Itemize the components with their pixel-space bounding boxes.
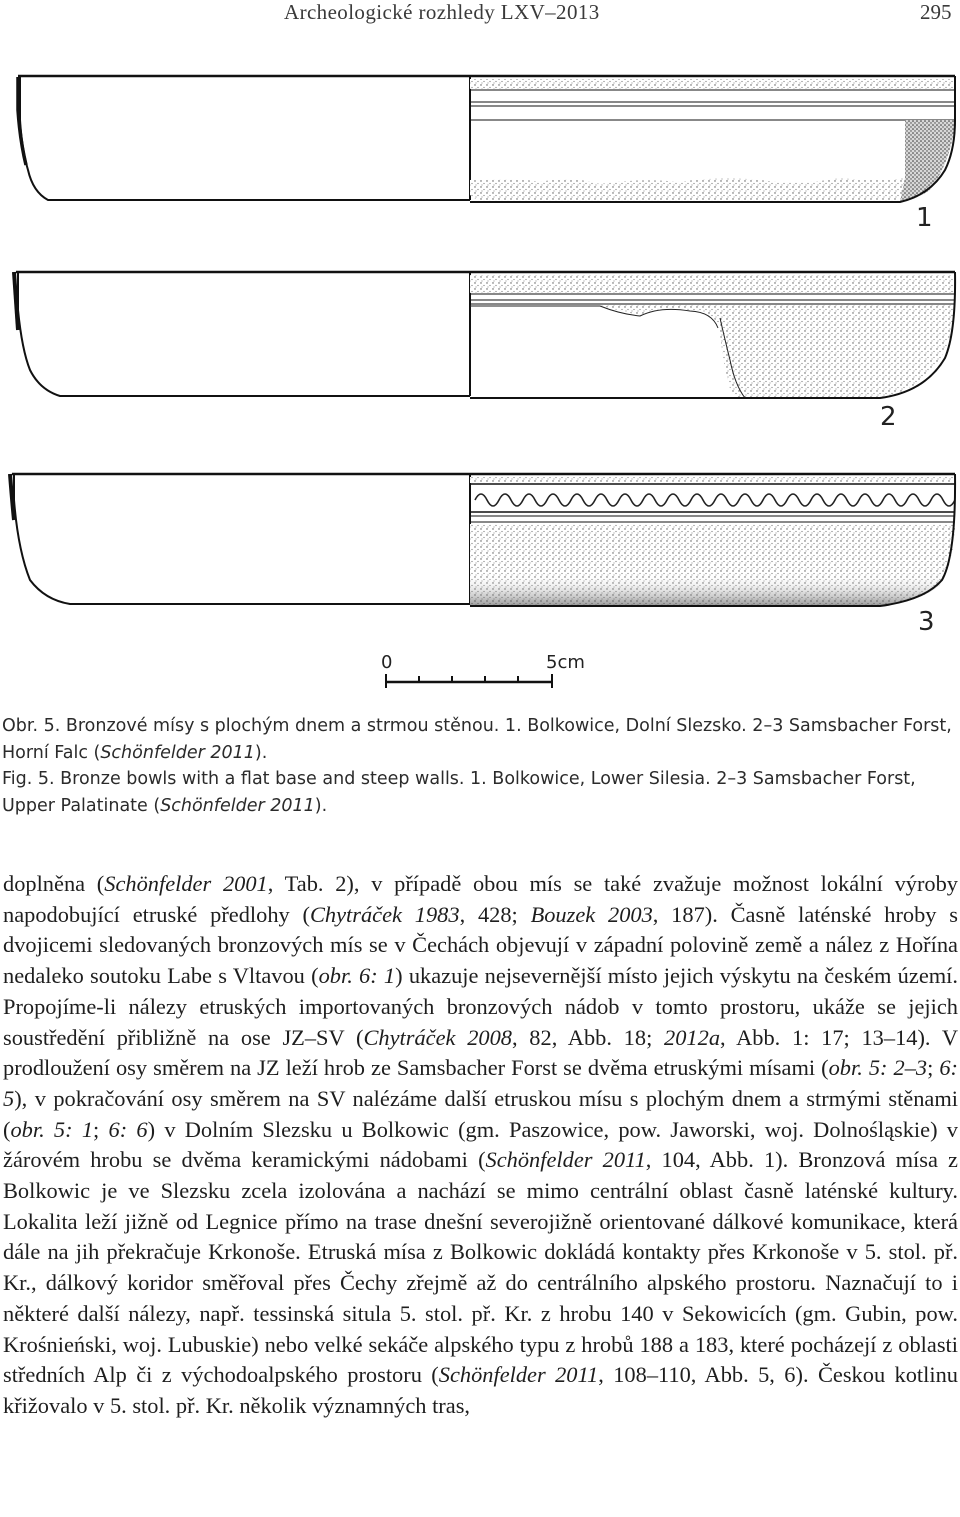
text-run: , Abb. 1: 17; 13–14). V prodloužení osy směrem na JZ leží hrob ze Samsbacher Forst se dvěma etruskými mísami (	[3, 1024, 959, 1081]
bowl-2-drawing	[14, 272, 955, 432]
text-run: ;	[927, 1055, 940, 1081]
caption-czech-citation: Schönfelder 2011	[100, 742, 255, 763]
text-run: ) v Dolním Slezsku u Bolkowic (gm. Paszowice, pow. Jaworski, woj. Dolnośląskie) v žárovém hrobu se dvěma keramickými nádobami (	[3, 1116, 958, 1173]
caption-czech-text: Obr. 5. Bronzové mísy s plochým dnem a strmou stěnou. 1. Bolkowice, Dolní Slezsko. 2–3 Samsbacher Forst, Horní Falc (	[2, 716, 952, 763]
journal-title: Archeologické rozhledy LXV–2013	[284, 0, 600, 24]
bowl-drawings-figure	[0, 60, 960, 700]
bowl-3-drawing	[10, 474, 955, 637]
text-run: ;	[93, 1116, 109, 1142]
text-run: doplněna (	[3, 871, 105, 896]
running-header	[0, 0, 960, 30]
caption-english-citation: Schönfelder 2011	[160, 795, 315, 816]
panel-number-2: 2	[880, 402, 897, 432]
page-number: 295	[920, 0, 952, 24]
figure-reference: obr. 6: 1	[318, 963, 396, 989]
figure-reference: 6: 6	[108, 1116, 148, 1142]
citation: Schönfelder 2011	[485, 1147, 646, 1173]
figure-reference: obr. 5: 2–3	[828, 1055, 928, 1081]
bowl-1-drawing	[18, 76, 955, 233]
text-run: ) ukazuje nejsevernější místo jejich výskytu na českém území. Propojíme-li nálezy etruských importovaných bronzových nádob v tomto prostoru, ukáže se jejich soustředění přibližně na ose JZ–SV (	[3, 963, 958, 1050]
scale-start-label: 0	[381, 652, 393, 673]
text-run: , Tab. 2), v případě obou mís se také zvažuje možnost lokální výroby napodobující etruské předlohy (	[3, 871, 959, 927]
panel-number-1: 1	[916, 203, 933, 233]
citation: Schönfelder 2011	[438, 1362, 599, 1388]
bowl-drawings	[0, 60, 960, 700]
citation: Schönfelder 2001	[104, 871, 268, 896]
figure-caption	[2, 713, 960, 819]
text-run: , 187). Časně laténské hroby s dvojicemi sledovaných bronzových mís se v Čechách objevují v západní polovině země a nález z Hořína nedaleko soutoku Labe s Vltavou (	[3, 901, 959, 989]
citation: 2012a	[664, 1024, 721, 1050]
text-run: , 104, Abb. 1). Bronzová mísa z Bolkowic je ve Slezsku zcela izolována a nachází se mimo centrální oblast časně laténské kultury. Lokalita leží jižně od Legnice přímo na trase dnešní severojižně orientované dálkové komunikace, která dále na jih překračuje Krkonoše. Etruská mísa z Bolkowic dokládá kontakty přes Krkonoše v 5. stol. př. Kr., dálkový koridor směřoval přes Čechy zřejmě až do centrálního alpského prostoru. Naznačují to i některé další nálezy, např. tessinská situla 5. stol. př. Kr. z hrobu 140 v Sekowicích (gm. Gubin, pow. Krośnieński, woj. Lubuskie) nebo velké sekáče alpského typu z hrobů 188 a 183, které pocházejí z oblasti středních Alp či z východoalpského prostoru (	[3, 1147, 958, 1388]
caption-english-end: ).	[314, 795, 328, 816]
text-run: , 428;	[459, 901, 531, 927]
caption-english-text: Fig. 5. Bronze bowls with a flat base and steep walls. 1. Bolkowice, Lower Silesia. 2–3 Samsbacher Forst, Upper Palatinate (	[2, 769, 916, 816]
text-run: , 82, Abb. 18;	[511, 1024, 665, 1050]
scale-bar	[381, 652, 585, 688]
figure-reference: obr. 5: 1	[10, 1116, 94, 1142]
panel-number-3: 3	[918, 607, 935, 637]
body-paragraph	[3, 869, 958, 1422]
scale-end-label: 5cm	[546, 652, 585, 673]
citation: Chytráček 1983	[309, 901, 460, 927]
caption-english	[2, 766, 960, 819]
citation: Bouzek 2003	[530, 901, 653, 927]
figure-reference: 6: 5	[3, 1055, 958, 1111]
caption-czech	[2, 713, 960, 766]
caption-czech-end: ).	[254, 742, 268, 763]
text-run: ), v pokračování osy směrem na SV nalézáme další etruskou mísu s plochým dnem a strmými stěnami (	[3, 1085, 958, 1142]
paragraph-text	[3, 869, 958, 1422]
citation: Chytráček 2008	[363, 1024, 512, 1050]
text-run: , 108–110, Abb. 5, 6). Českou kotlinu křižovalo v 5. stol. př. Kr. několik významných tras,	[3, 1362, 958, 1418]
